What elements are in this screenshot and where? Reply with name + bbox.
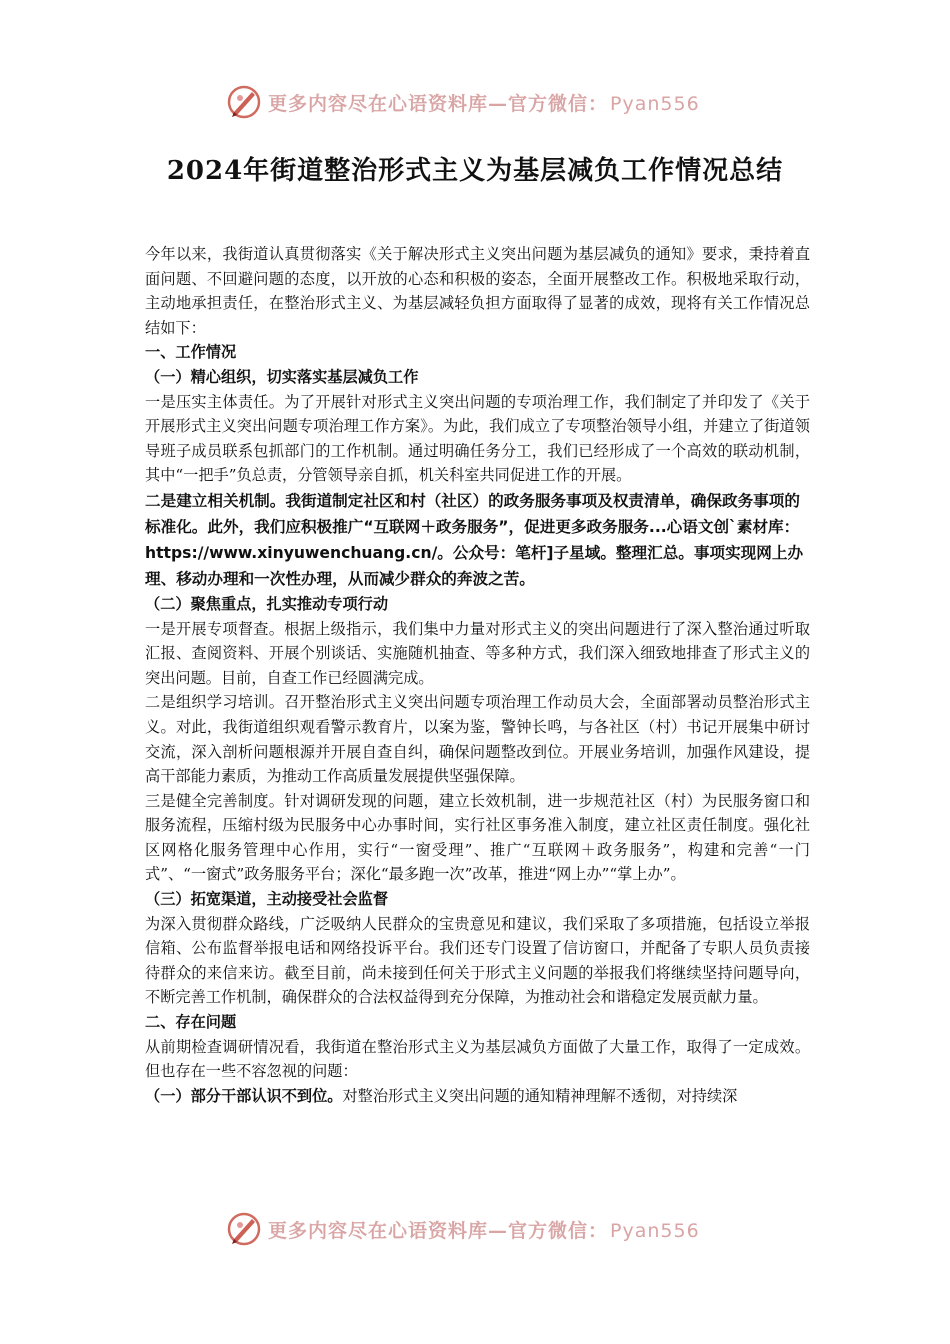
section2-item1 — [145, 1084, 810, 1109]
pen-logo-icon — [226, 1211, 262, 1247]
watermark-text: 更多内容尽在心语资料库—官方微信： Pyan556 — [268, 1219, 700, 1242]
section2-paragraph1: 从前期检查调研情况看，我街道在整治形式主义为基层减负方面做了大量工作，取得了一定成效。但也存在一些不容忽视的问题： — [145, 1037, 810, 1081]
section1-sub2-paragraph1: 一是开展专项督查。根据上级指示，我们集中力量对形式主义的突出问题进行了深入整治通过听取汇报、查阅资料、开展个别谈话、实施随机抽查、等多种方式，我们深入细致地排查了形式主义的突出问题。目前，自查工作已经圆满完成。 — [145, 619, 810, 687]
section1-sub1-paragraph1: 一是压实主体责任。为了开展针对形式主义突出问题的专项治理工作，我们制定了并印发了《关于开展形式主义突出问题专项治理工作方案》。为此，我们成立了专项整治领导小组，并建立了街道领导班子成员联系包抓部门的工作机制。通过明确任务分工，我们已经形成了一个高效的联动机制，其中“一把手”负总责，分管领导亲自抓，机关科室共同促进工作的开展。 — [145, 392, 810, 485]
section1-sub1-paragraph2: 二是建立相关机制。我街道制定社区和村（社区）的政务服务事项及权责清单，确保政务事项的标准化。此外，我们应积极推广“互联网＋政务服务”，促进更多政务服务...心语文创`素材库：https://www.xinyuwenchuang.cn/。公众号：笔杆]子星域。整理汇总。事项实现网上办理、移动办理和一次性办理，从而减少群众的奔波之苦。 — [145, 491, 804, 588]
section1-sub3-heading: （三）拓宽渠道，主动接受社会监督 — [145, 890, 388, 909]
document-body — [145, 242, 810, 1108]
section1-sub3-paragraph1: 为深入贯彻群众路线，广泛吸纳人民群众的宝贵意见和建议，我们采取了多项措施，包括设立举报信箱、公布监督举报电话和网络投诉平台。我们还专门设置了信访窗口，并配备了专职人员负责接待群众的来信来访。截至目前，尚未接到任何关于形式主义问题的举报我们将继续坚持问题导向，不断完善工作机制，确保群众的合法权益得到充分保障，为推动社会和谐稳定发展贡献力量。 — [145, 914, 810, 1007]
watermark-top — [0, 82, 950, 122]
watermark-text: 更多内容尽在心语资料库—官方微信： Pyan556 — [268, 92, 700, 115]
section2-item1-text: 对整治形式主义突出问题的通知精神理解不透彻，对持续深 — [342, 1086, 738, 1105]
section1-sub2-paragraph3: 三是健全完善制度。针对调研发现的问题，建立长效机制，进一步规范社区（村）为民服务窗口和服务流程，压缩村级为民服务中心办事时间，实行社区事务准入制度，建立社区责任制度。强化社区网格化服务管理中心作用，实行“一窗受理”、推广“互联网＋政务服务”，构建和完善“一门式”、“一窗式”政务服务平台；深化“最多跑一次”改革，推进“网上办”“掌上办”。 — [145, 791, 810, 884]
watermark-bottom — [0, 1209, 950, 1249]
section1-sub2-heading: （二）聚焦重点，扎实推动专项行动 — [145, 594, 388, 613]
section2-item1-bold: （一）部分干部认识不到位。 — [145, 1086, 343, 1105]
section1-heading: 一、工作情况 — [145, 343, 237, 362]
intro-paragraph: 今年以来，我街道认真贯彻落实《关于解决形式主义突出问题为基层减负的通知》要求，秉持着直面问题、不回避问题的态度，以开放的心态和积极的姿态，全面开展整改工作。积极地采取行动，主动地承担责任，在整治形式主义、为基层减轻负担方面取得了显著的成效，现将有关工作情况总结如下： — [145, 245, 810, 337]
section1-sub1-heading: （一）精心组织，切实落实基层减负工作 — [145, 367, 419, 386]
section1-sub2-paragraph2: 二是组织学习培训。召开整治形式主义突出问题专项治理工作动员大会，全面部署动员整治形式主义。对此，我街道组织观看警示教育片，以案为鉴，警钟长鸣，与各社区（村）书记开展集中研讨交流，深入剖析问题根源并开展自查自纠，确保问题整改到位。开展业务培训，加强作风建设，提高干部能力素质，为推动工作高质量发展提供坚强保障。 — [145, 693, 810, 786]
document-title: 2024年街道整治形式主义为基层减负工作情况总结 — [166, 156, 784, 186]
pen-logo-icon — [226, 84, 262, 120]
section2-heading: 二、存在问题 — [145, 1013, 237, 1032]
